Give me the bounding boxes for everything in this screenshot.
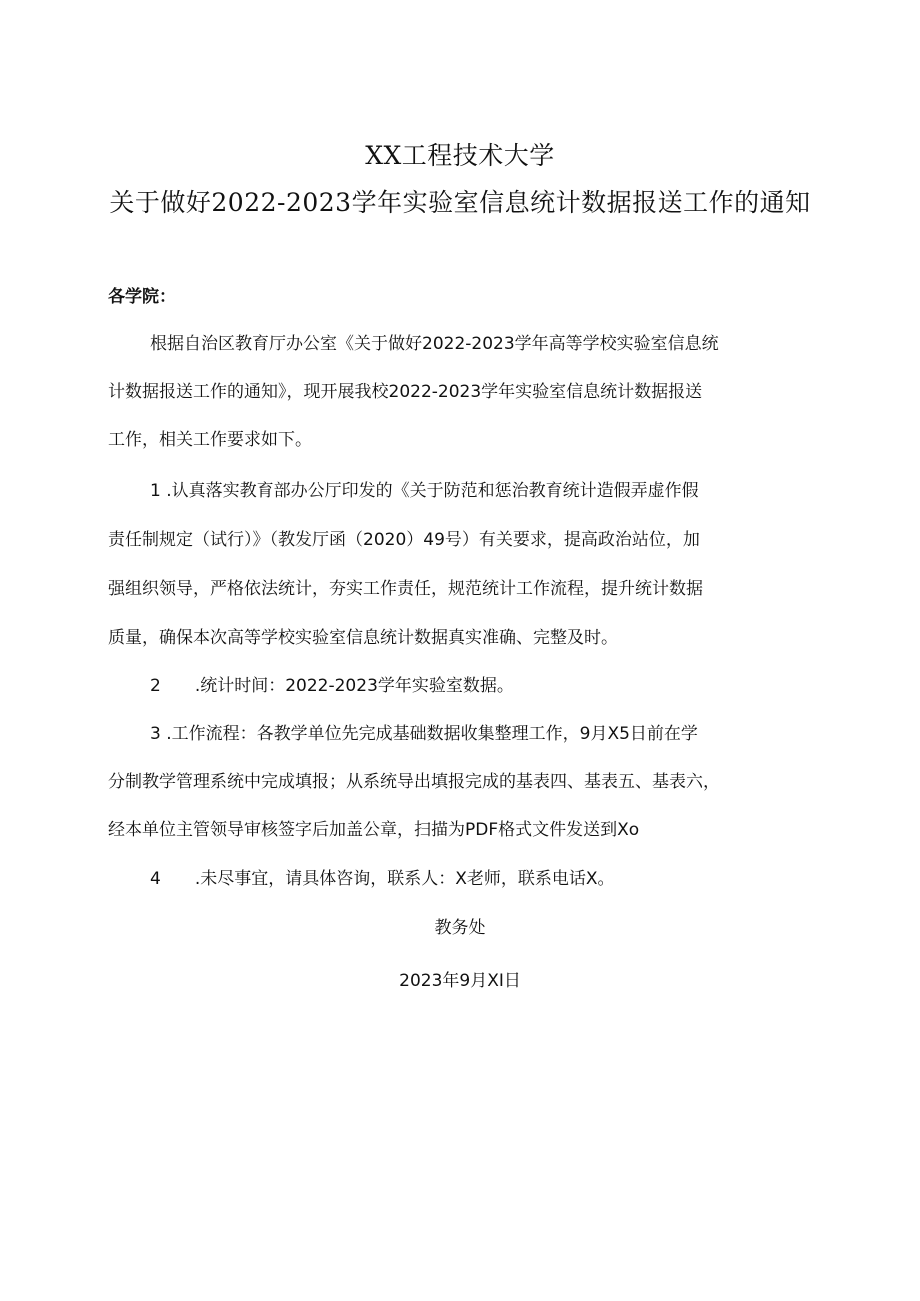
paragraph-line: 4 .未尽事宜，请具体咨询，联系人：X老师，联系电话X。 bbox=[150, 869, 615, 889]
paragraph-line: 分制教学管理系统中完成填报；从系统导出填报完成的基表四、基表五、基表六， bbox=[108, 772, 720, 792]
signature-date: 2023年9月XI日 bbox=[399, 971, 521, 991]
paragraph-line: 质量，确保本次高等学校实验室信息统计数据真实准确、完整及时。 bbox=[108, 628, 618, 648]
signature-office: 教务处 bbox=[434, 918, 486, 938]
paragraph-line: 3 .工作流程：各教学单位先完成基础数据收集整理工作，9月X5日前在学 bbox=[150, 724, 698, 744]
paragraph-line: 根据自治区教育厅办公室《关于做好2022-2023学年高等学校实验室信息统 bbox=[150, 334, 719, 354]
salutation: 各学院： bbox=[108, 287, 176, 307]
paragraph-line: 责任制规定（试行）》（教发厅函（2020）49号）有关要求，提高政治站位，加 bbox=[108, 530, 700, 550]
paragraph-line: 计数据报送工作的通知》，现开展我校2022-2023学年实验室信息统计数据报送 bbox=[108, 382, 703, 402]
paragraph-line: 强组织领导，严格依法统计，夯实工作责任，规范统计工作流程，提升统计数据 bbox=[108, 579, 703, 599]
paragraph-line: 经本单位主管领导审核签字后加盖公章，扫描为PDF格式文件发送到Xo bbox=[108, 820, 640, 840]
paragraph-line: 工作，相关工作要求如下。 bbox=[108, 430, 312, 450]
document-title-institution: XX工程技术大学 bbox=[365, 141, 555, 170]
paragraph-line: 1 .认真落实教育部办公厅印发的《关于防范和惩治教育统计造假弄虚作假 bbox=[150, 481, 699, 501]
document-title-subject: 关于做好2022-2023学年实验室信息统计数据报送工作的通知 bbox=[109, 188, 811, 217]
paragraph-line: 2 .统计时间：2022-2023学年实验室数据。 bbox=[150, 676, 514, 696]
